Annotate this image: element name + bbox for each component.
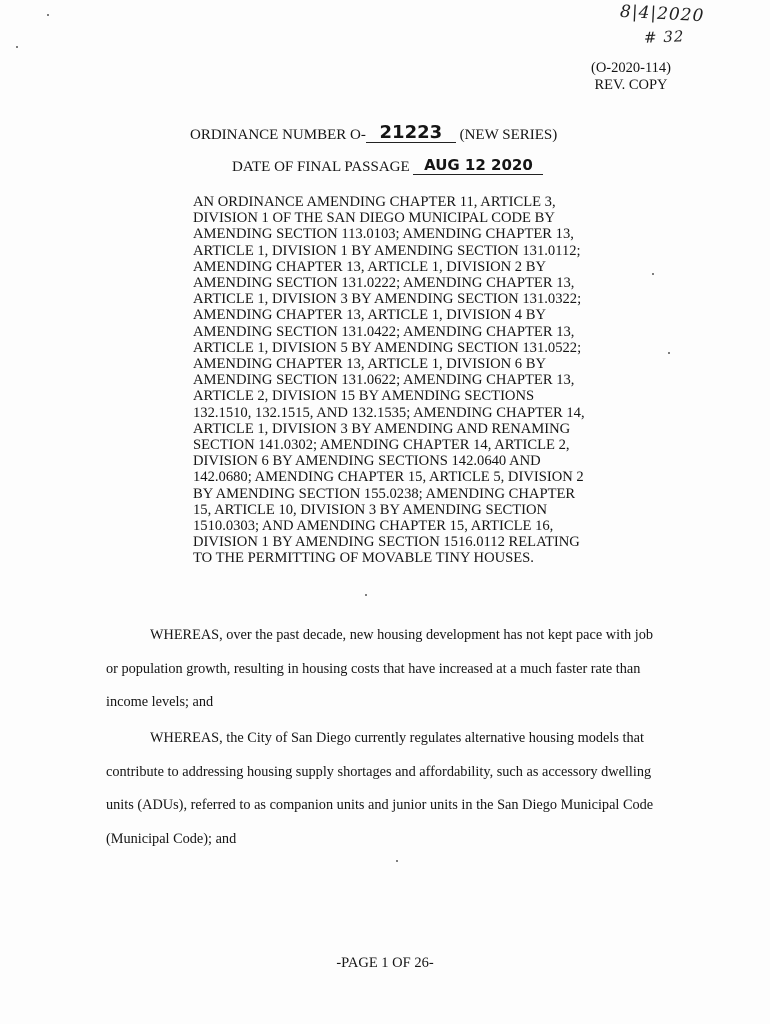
paragraph-line: units (ADUs), referred to as companion units and junior units in the San Diego Municipal Code [106, 797, 654, 813]
ordinance-number-label: ORDINANCE NUMBER O- [190, 127, 366, 143]
title-line: AN ORDINANCE AMENDING CHAPTER 11, ARTICLE 3, [193, 194, 556, 210]
title-line: DIVISION 1 OF THE SAN DIEGO MUNICIPAL CODE BY [193, 210, 555, 227]
title-line: ARTICLE 1, DIVISION 5 BY AMENDING SECTION 131.0522; [193, 339, 582, 356]
title-line: AMENDING CHAPTER 13, ARTICLE 1, DIVISION 6 BY [193, 356, 547, 373]
scan-speck [652, 273, 654, 275]
whereas-paragraph-2 [106, 722, 666, 856]
title-line: TO THE PERMITTING OF MOVABLE TINY HOUSES. [193, 550, 534, 567]
title-line: ARTICLE 1, DIVISION 1 BY AMENDING SECTION 131.0112; [193, 242, 581, 259]
ordinance-number-value: 21223 [366, 124, 456, 143]
title-line: 1510.0303; AND AMENDING CHAPTER 15, ARTICLE 16, [193, 518, 554, 535]
title-line: BY AMENDING SECTION 155.0238; AMENDING CHAPTER [193, 485, 576, 502]
title-line: AMENDING SECTION 113.0103; AMENDING CHAPTER 13, [193, 226, 574, 243]
whereas-paragraph-1 [106, 619, 666, 720]
title-line: AMENDING CHAPTER 13, ARTICLE 1, DIVISION 4 BY [193, 307, 547, 324]
title-line: AMENDING CHAPTER 13, ARTICLE 1, DIVISION 2 BY [193, 258, 547, 275]
ordinance-number-line [190, 124, 557, 144]
final-passage-date: AUG 12 2020 [413, 156, 543, 175]
ordinance-title [193, 194, 613, 567]
title-line: AMENDING SECTION 131.0222; AMENDING CHAPTER 13, [193, 275, 575, 292]
title-line: AMENDING SECTION 131.0622; AMENDING CHAPTER 13, [193, 372, 575, 389]
title-line: 142.0680; AMENDING CHAPTER 15, ARTICLE 5, DIVISION 2 [193, 469, 584, 486]
title-line: AMENDING SECTION 131.0422; AMENDING CHAPTER 13, [193, 323, 575, 340]
title-line: 132.1510, 132.1515, AND 132.1535; AMENDING CHAPTER 14, [193, 404, 585, 421]
final-passage-line [232, 156, 543, 176]
paragraph-line: WHEREAS, the City of San Diego currently regulates alternative housing models that [150, 730, 644, 746]
handwritten-number: # 32 [643, 27, 685, 47]
paragraph-line: or population growth, resulting in housing costs that have increased at a much faster rate than [106, 660, 641, 677]
title-line: 15, ARTICLE 10, DIVISION 3 BY AMENDING SECTION [193, 501, 548, 518]
copy-label: REV. COPY [594, 77, 668, 93]
series-label: (NEW SERIES) [459, 127, 558, 143]
title-line: ARTICLE 1, DIVISION 3 BY AMENDING AND RENAMING [193, 420, 571, 437]
title-line: ARTICLE 2, DIVISION 15 BY AMENDING SECTIONS [193, 388, 535, 405]
scan-speck [668, 352, 670, 354]
handwritten-date: 8|4|2020 [619, 1, 705, 27]
scan-speck [396, 860, 398, 862]
final-passage-label: DATE OF FINAL PASSAGE [232, 159, 410, 175]
title-line: DIVISION 1 BY AMENDING SECTION 1516.0112 RELATING [193, 534, 580, 551]
document-reference [591, 60, 671, 94]
page-number: -PAGE 1 OF 26- [336, 955, 434, 971]
title-line: DIVISION 6 BY AMENDING SECTIONS 142.0640 AND [193, 453, 541, 470]
document-code: (O-2020-114) [591, 60, 671, 76]
scan-speck [47, 14, 49, 16]
paragraph-line: contribute to addressing housing supply shortages and affordability, such as accessory dwelling [106, 763, 652, 780]
scan-speck [365, 594, 367, 596]
scan-speck [16, 46, 18, 48]
title-line: SECTION 141.0302; AMENDING CHAPTER 14, ARTICLE 2, [193, 437, 570, 454]
paragraph-line: income levels; and [106, 694, 214, 710]
paragraph-line: WHEREAS, over the past decade, new housing development has not kept pace with job [150, 627, 654, 643]
title-line: ARTICLE 1, DIVISION 3 BY AMENDING SECTION 131.0322; [193, 291, 582, 308]
paragraph-line: (Municipal Code); and [106, 830, 237, 847]
